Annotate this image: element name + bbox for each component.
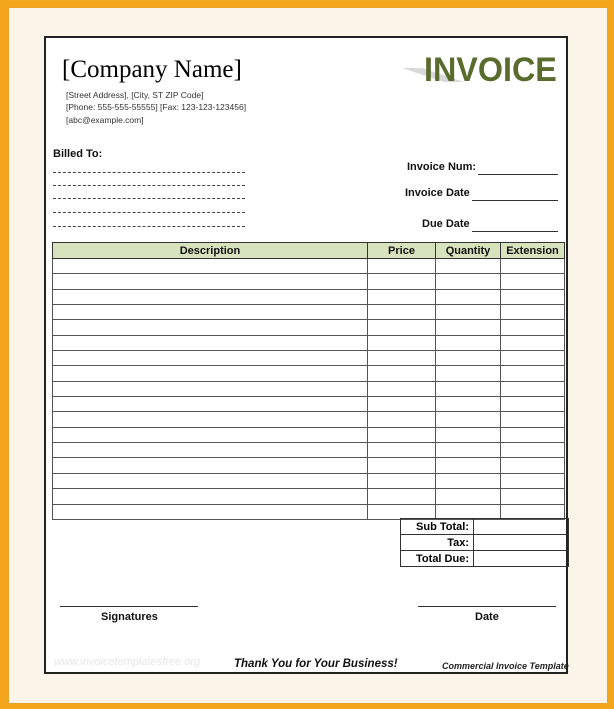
- table-cell: [53, 351, 368, 366]
- subtotal-value-cell: [474, 519, 569, 535]
- subtotal-row: [401, 519, 569, 535]
- table-cell: [501, 351, 565, 366]
- table-cell: [501, 335, 565, 350]
- table-cell: [368, 335, 436, 350]
- table-cell: [501, 427, 565, 442]
- table-cell: [368, 259, 436, 274]
- total-due-label: Total Due:: [401, 551, 474, 567]
- invoice-num-field: [478, 174, 558, 175]
- table-cell: [368, 427, 436, 442]
- table-cell: [501, 274, 565, 289]
- company-address: [Street Address], [City, ST ZIP Code]: [66, 90, 204, 100]
- table-row: [53, 412, 565, 427]
- invoice-num-label: Invoice Num:: [407, 161, 477, 173]
- date-line: [418, 606, 556, 607]
- invoice-sheet: [44, 36, 568, 674]
- company-name: [Company Name]: [62, 56, 242, 83]
- table-cell: [53, 443, 368, 458]
- column-header-description: Description: [53, 243, 368, 259]
- table-cell: [53, 274, 368, 289]
- table-cell: [53, 397, 368, 412]
- table-cell: [436, 366, 501, 381]
- table-cell: [53, 412, 368, 427]
- table-row: [53, 351, 565, 366]
- table-row: [53, 335, 565, 350]
- table-row: [53, 320, 565, 335]
- table-cell: [501, 289, 565, 304]
- table-cell: [53, 320, 368, 335]
- table-row: [53, 427, 565, 442]
- due-date-label: Due Date: [422, 218, 470, 230]
- table-row: [53, 274, 565, 289]
- table-cell: [436, 489, 501, 504]
- table-cell: [501, 305, 565, 320]
- table-cell: [436, 381, 501, 396]
- table-cell: [436, 259, 501, 274]
- table-cell: [501, 412, 565, 427]
- table-cell: [53, 366, 368, 381]
- table-cell: [436, 443, 501, 458]
- table-cell: [501, 397, 565, 412]
- table-cell: [436, 320, 501, 335]
- table-cell: [436, 274, 501, 289]
- table-cell: [436, 289, 501, 304]
- table-row: [53, 458, 565, 473]
- table-cell: [368, 412, 436, 427]
- table-cell: [53, 305, 368, 320]
- watermark-text: www.invoicetemplatesfree.org: [54, 656, 201, 668]
- table-row: [53, 289, 565, 304]
- table-row: [53, 489, 565, 504]
- table-row: [53, 473, 565, 488]
- company-email: [abc@example.com]: [66, 115, 144, 125]
- table-cell: [368, 320, 436, 335]
- table-cell: [368, 274, 436, 289]
- table-row: [53, 366, 565, 381]
- table-row: [53, 381, 565, 396]
- company-phone-fax: [Phone: 555-555-55555] [Fax: 123-123-123456]: [66, 102, 247, 112]
- table-cell: [368, 397, 436, 412]
- line-items-body: [53, 259, 565, 520]
- table-header-row: [53, 243, 565, 259]
- table-cell: [368, 381, 436, 396]
- table-cell: [53, 504, 368, 520]
- table-cell: [368, 473, 436, 488]
- table-cell: [436, 351, 501, 366]
- table-cell: [368, 443, 436, 458]
- subtotal-label: Sub Total:: [401, 519, 474, 535]
- table-cell: [368, 366, 436, 381]
- invoice-title: INVOICE: [424, 51, 557, 89]
- table-row: [53, 443, 565, 458]
- table-cell: [368, 351, 436, 366]
- column-header-price: Price: [368, 243, 436, 259]
- table-cell: [368, 305, 436, 320]
- table-cell: [436, 412, 501, 427]
- table-row: [53, 305, 565, 320]
- table-cell: [501, 320, 565, 335]
- billed-to-line-3: [53, 198, 245, 199]
- signatures-label: Signatures: [101, 611, 158, 623]
- table-cell: [501, 473, 565, 488]
- billed-to-line-5: [53, 226, 245, 227]
- table-cell: [501, 443, 565, 458]
- table-cell: [368, 289, 436, 304]
- table-cell: [501, 259, 565, 274]
- table-cell: [368, 489, 436, 504]
- billed-to-line-1: [53, 172, 245, 173]
- table-cell: [53, 259, 368, 274]
- thank-you-message: Thank You for Your Business!: [234, 658, 398, 670]
- table-cell: [436, 458, 501, 473]
- billed-to-line-4: [53, 212, 245, 213]
- table-cell: [53, 289, 368, 304]
- total-due-row: [401, 551, 569, 567]
- billed-to-label: Billed To:: [53, 148, 103, 160]
- table-cell: [501, 366, 565, 381]
- billed-to-line-2: [53, 185, 245, 186]
- tax-value-cell: [474, 535, 569, 551]
- table-row: [53, 397, 565, 412]
- table-cell: [501, 381, 565, 396]
- invoice-date-field: [472, 200, 558, 201]
- tax-row: [401, 535, 569, 551]
- table-cell: [501, 489, 565, 504]
- totals-table: [400, 518, 569, 567]
- table-cell: [53, 335, 368, 350]
- date-label: Date: [475, 611, 499, 623]
- due-date-field: [472, 231, 558, 232]
- table-cell: [53, 427, 368, 442]
- column-header-extension: Extension: [501, 243, 565, 259]
- table-cell: [368, 458, 436, 473]
- table-cell: [436, 427, 501, 442]
- line-items-table: [52, 242, 565, 520]
- column-header-quantity: Quantity: [436, 243, 501, 259]
- table-cell: [436, 335, 501, 350]
- tax-label: Tax:: [401, 535, 474, 551]
- table-cell: [436, 473, 501, 488]
- signature-line: [60, 606, 198, 607]
- table-cell: [53, 489, 368, 504]
- table-cell: [501, 458, 565, 473]
- table-cell: [53, 458, 368, 473]
- table-cell: [436, 397, 501, 412]
- template-name: Commercial Invoice Template: [442, 661, 569, 671]
- table-row: [53, 259, 565, 274]
- table-cell: [436, 305, 501, 320]
- table-cell: [53, 473, 368, 488]
- total-due-value-cell: [474, 551, 569, 567]
- invoice-date-label: Invoice Date: [405, 187, 470, 199]
- table-cell: [53, 381, 368, 396]
